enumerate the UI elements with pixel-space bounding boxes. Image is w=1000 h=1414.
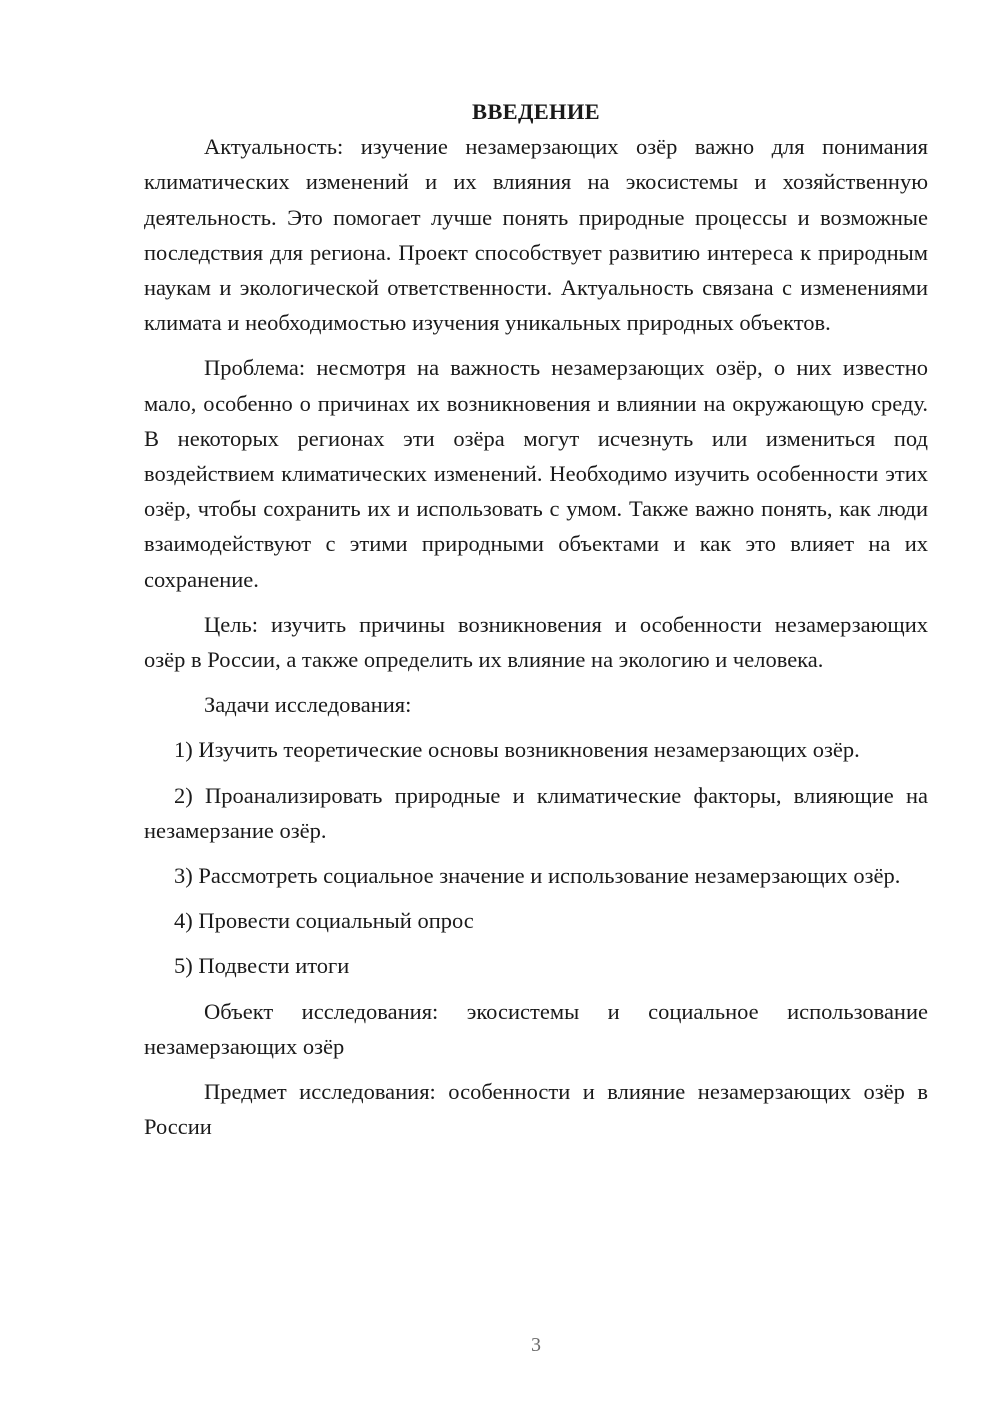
paragraph-object: Объект исследования: экосистемы и социальное использование незамерзающих озёр (144, 998, 928, 1059)
paragraph-goal: Цель: изучить причины возникновения и особенности незамерзающих озёр в России, а также определить их влияние на экологию и человека. (144, 611, 928, 673)
paragraph-problem: Проблема: несмотря на важность незамерзающих озёр, о них известно мало, особенно о причинах их возникновения и влиянии на окружающую среду. В некоторых регионах эти озёра могут исчезнуть или измениться под воздействием климатических изменений. Необходимо изучить особенности этих озёр, чтобы сохранить их и использовать с умом. Также важно понять, как люди взаимодействуют с этими природными объектами и как это влияет на их сохранение. (144, 355, 928, 592)
paragraph-subject: Предмет исследования: особенности и влияние незамерзающих озёр в России (144, 1079, 928, 1140)
task-item-1: 1) Изучить теоретические основы возникновения незамерзающих озёр. (174, 737, 860, 763)
page-content (144, 94, 928, 1144)
task-item-4: 4) Провести социальный опрос (174, 908, 474, 934)
task-item-5: 5) Подвести итоги (174, 953, 350, 979)
tasks-heading: Задачи исследования: (204, 692, 412, 718)
page-number: 3 (531, 1334, 541, 1356)
task-item-2: 2) Проанализировать природные и климатические факторы, влияющие на незамерзание озёр. (144, 782, 928, 843)
paragraph-relevance: Актуальность: изучение незамерзающих озёр важно для понимания климатических изменений и их влияния на экосистемы и хозяйственную деятельность. Это помогает лучше понять природные процессы и возможные последствия для региона. Проект способствует развитию интереса к природным наукам и экологической ответственности. Актуальность связана с изменениями климата и необходимостью изучения уникальных природных объектов. (144, 134, 928, 336)
section-title: ВВЕДЕНИЕ (472, 99, 600, 124)
task-item-3: 3) Рассмотреть социальное значение и использование незамерзающих озёр. (174, 863, 901, 889)
